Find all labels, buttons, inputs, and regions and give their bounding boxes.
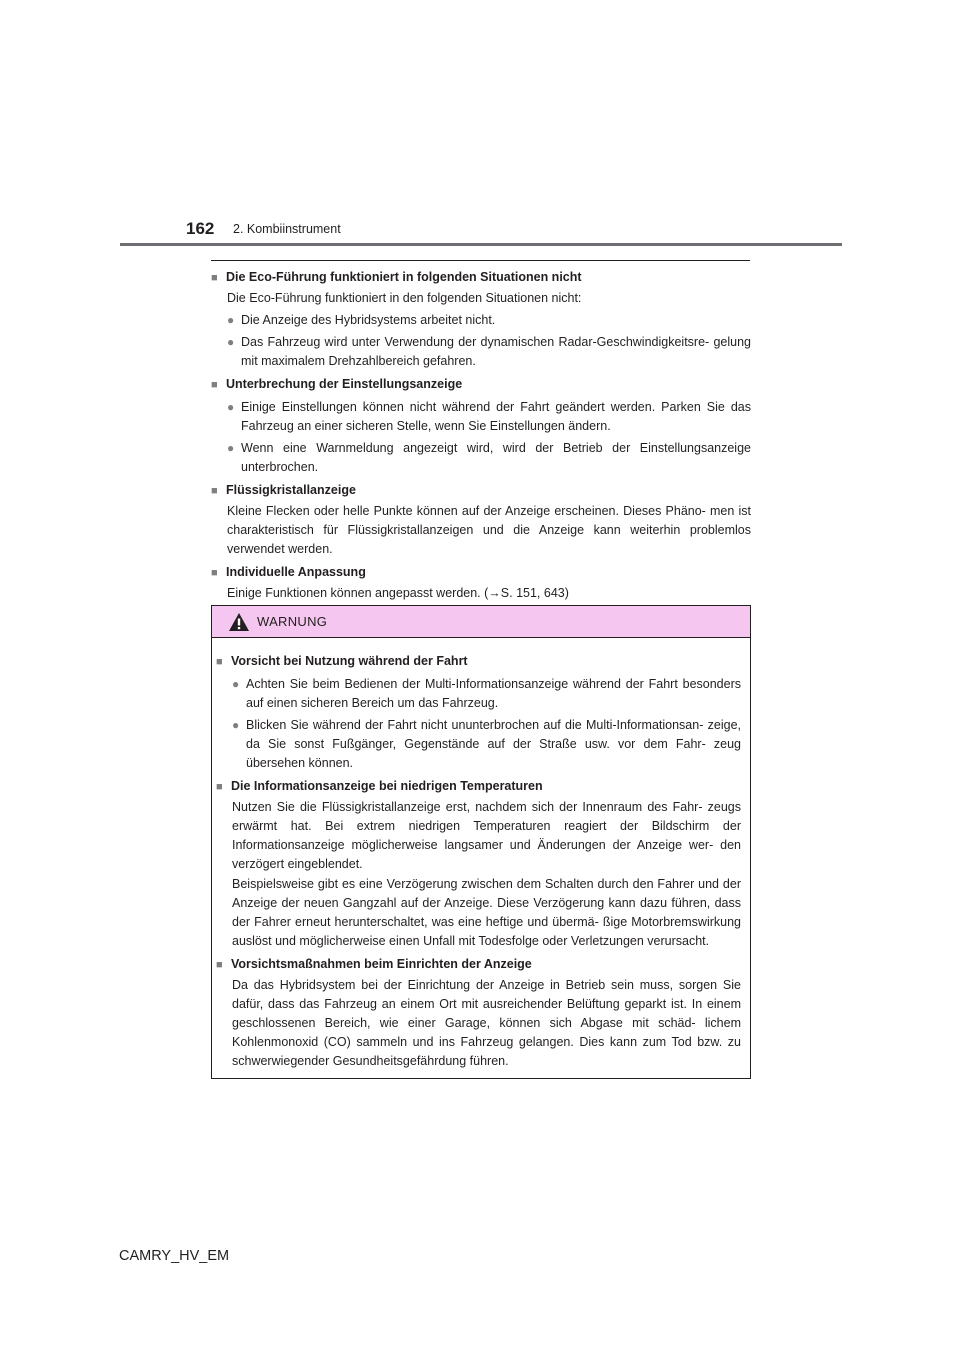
section-customization (211, 563, 751, 603)
circle-bullet-icon: ● (232, 718, 240, 732)
square-bullet-icon: ■ (216, 959, 223, 971)
warning-body (212, 638, 750, 1071)
section-title: ■ Individuelle Anpassung (211, 563, 751, 583)
warning-section-setup (216, 955, 744, 1071)
circle-bullet-icon: ● (227, 441, 235, 455)
warning-box (211, 605, 751, 1079)
list-item: ● Wenn eine Warnmeldung angezeigt wird, wird der Betrieb der Einstellungsanzeige unterbrochen. (227, 441, 751, 474)
square-bullet-icon: ■ (216, 781, 223, 793)
main-content (211, 268, 751, 607)
warning-section-driving (216, 652, 744, 773)
warning-header (212, 606, 750, 638)
section-text: Nutzen Sie die Flüssigkristallanzeige erst, nachdem sich der Innenraum des Fahr- zeugs erwärmt hat. Bei extrem niedrigen Temperaturen reagiert der Bildschirm der Informationsanzeige möglicherweise langsamer und Änderungen der Anzeige wer- den verzögert eingeblendet. (232, 800, 741, 871)
section-title: ■ Vorsichtsmaßnahmen beim Einrichten der Anzeige (216, 955, 744, 975)
section-title: ■ Flüssigkristallanzeige (211, 481, 751, 501)
square-bullet-icon: ■ (211, 567, 218, 579)
list-item: ● Achten Sie beim Bedienen der Multi-Informationsanzeige während der Fahrt besonders auf einen sicheren Bereich um das Fahrzeug. (232, 677, 741, 710)
warning-section-low-temp (216, 777, 744, 951)
content-divider (211, 260, 750, 261)
square-bullet-icon: ■ (211, 272, 218, 284)
section-text: Einige Funktionen können angepasst werden. (→S. 151, 643) (227, 586, 569, 600)
header-rule (120, 243, 842, 246)
section-title: ■ Die Eco-Führung funktioniert in folgenden Situationen nicht (211, 268, 751, 288)
section-intro: Die Eco-Führung funktioniert in den folgenden Situationen nicht: (227, 291, 582, 305)
section-title: ■ Die Informationsanzeige bei niedrigen Temperaturen (216, 777, 744, 797)
section-title: ■ Vorsicht bei Nutzung während der Fahrt (216, 652, 744, 672)
section-text: Beispielsweise gibt es eine Verzögerung zwischen dem Schalten durch den Fahrer und der Anzeige der neuen Gangzahl auf der Anzeige. Diese Verzögerung kann dazu führen, dass der Fahrer erneut herunterschaltet, was eine heftige und übermä- ßige Motorbremswirkung auslöst und möglicherweise einen Unfall mit Todesfolge oder Verletzungen verursacht. (232, 877, 741, 948)
section-settings-interruption (211, 375, 751, 477)
list-item: ● Blicken Sie während der Fahrt nicht ununterbrochen auf die Multi-Informationsan- zeige, da Sie sonst Fußgänger, Gegenstände auf der Straße usw. vor dem Fahr- zeug übersehen können. (232, 718, 741, 770)
section-title: ■ Unterbrechung der Einstellungsanzeige (211, 375, 751, 395)
warning-title: WARNUNG (257, 614, 328, 629)
square-bullet-icon: ■ (211, 485, 218, 497)
circle-bullet-icon: ● (227, 335, 235, 349)
page-number: 162 (186, 219, 215, 238)
section-text: Da das Hybridsystem bei der Einrichtung der Anzeige in Betrieb sein muss, sorgen Sie dafür, dass das Fahrzeug an einem Ort mit ausreichender Belüftung geparkt ist. In einem geschlossenen Bereich, wie einer Garage, können sich Abgase mit schäd- lichem Kohlenmonoxid (CO) sammeln und ins Fahrzeug gelangen. Dies kann zum Tod bzw. zu schwerwiegender Gesundheitsgefährdung führen. (232, 978, 741, 1068)
circle-bullet-icon: ● (232, 677, 240, 691)
circle-bullet-icon: ● (227, 313, 235, 327)
warning-triangle-icon (228, 612, 250, 632)
circle-bullet-icon: ● (227, 400, 235, 414)
section-eco-guidance (211, 268, 751, 371)
chapter-title: 2. Kombiinstrument (233, 222, 341, 236)
square-bullet-icon: ■ (216, 656, 223, 668)
list-item: ● Die Anzeige des Hybridsystems arbeitet nicht. (211, 311, 751, 330)
list-item: ● Einige Einstellungen können nicht während der Fahrt geändert werden. Parken Sie das Fahrzeug an einer sicheren Stelle, wenn Sie Einstellungen ändern. (227, 400, 751, 433)
square-bullet-icon: ■ (211, 379, 218, 391)
list-item: ● Das Fahrzeug wird unter Verwendung der dynamischen Radar-Geschwindigkeitsre- gelung mit maximalem Drehzahlbereich gefahren. (227, 335, 751, 368)
section-text: Kleine Flecken oder helle Punkte können auf der Anzeige erscheinen. Dieses Phäno- men ist charakteristisch für Flüssigkristallanzeigen und die Anzeige kann weiterhin problemlos verwendet werden. (227, 504, 751, 556)
section-lcd (211, 481, 751, 559)
footer-code: CAMRY_HV_EM (119, 1248, 230, 1264)
